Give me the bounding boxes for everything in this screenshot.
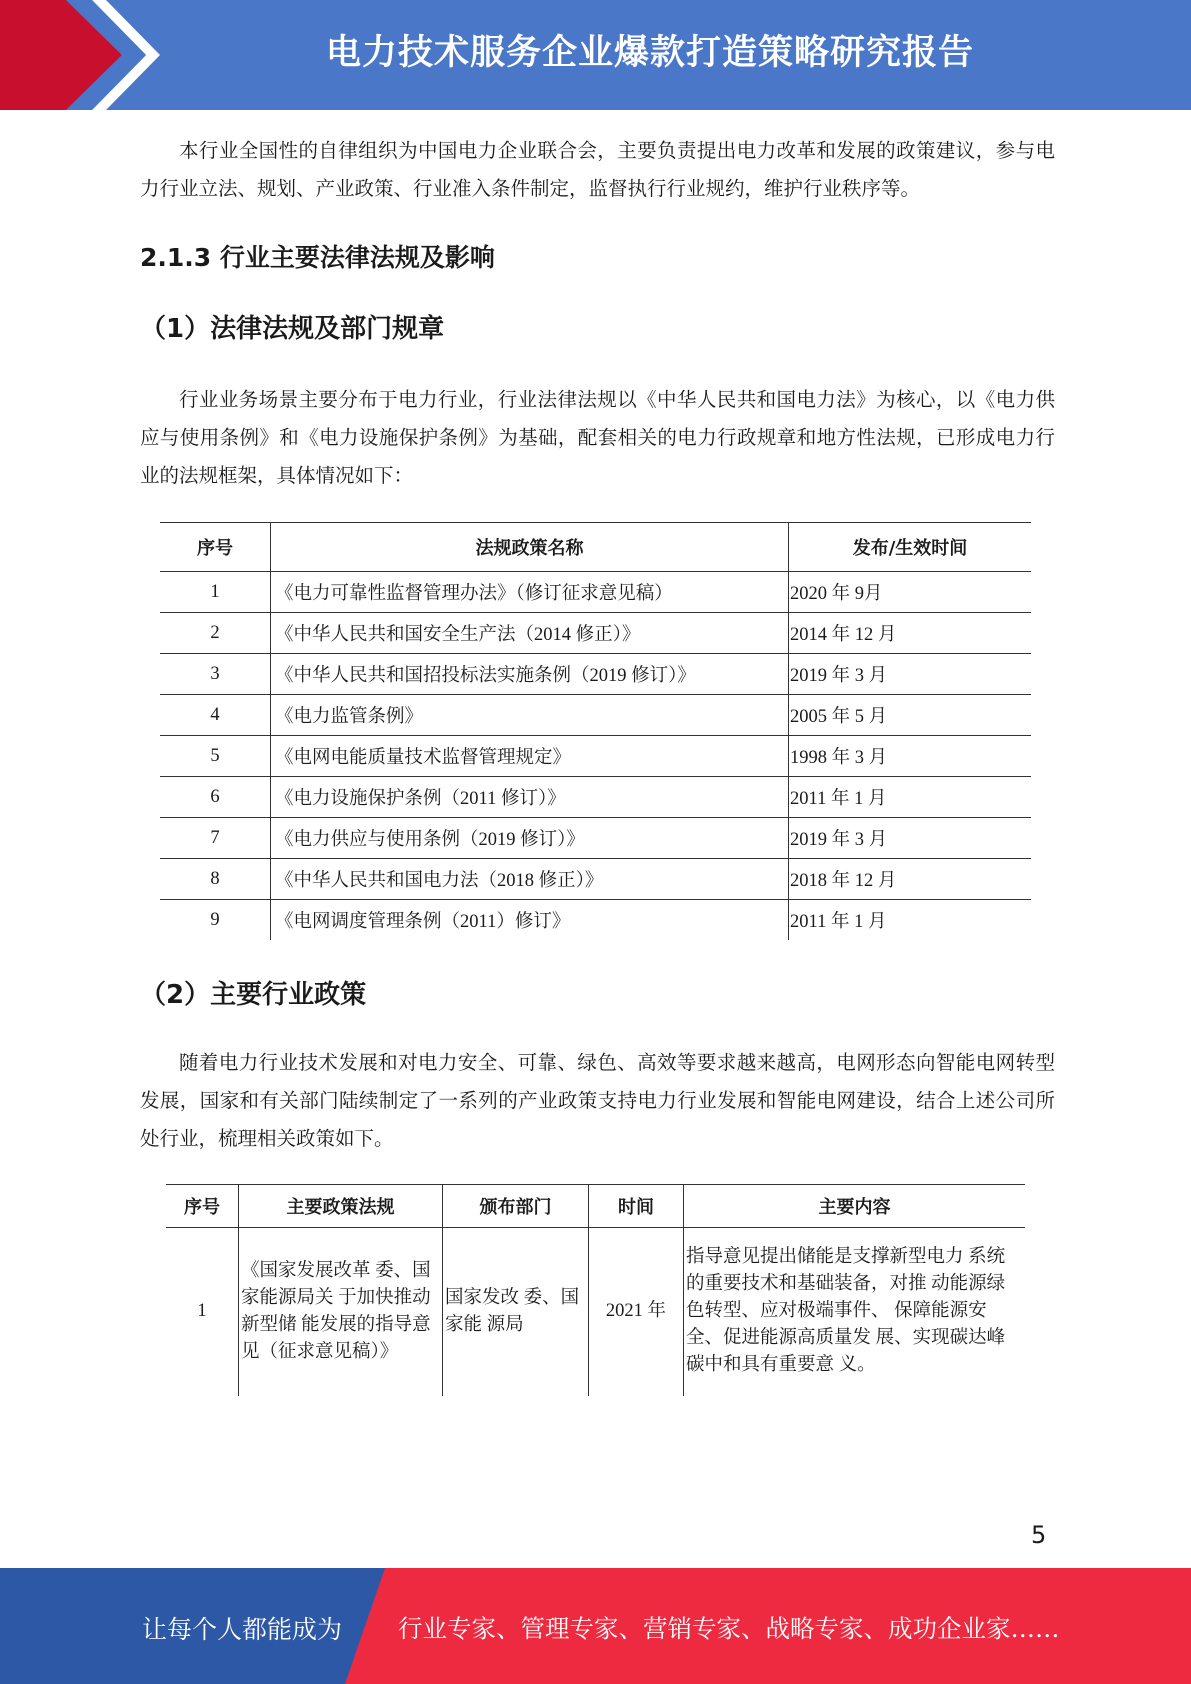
table-row: [160, 695, 1031, 736]
cell-date: 1998 年 3 月: [789, 736, 1032, 777]
table-row: [160, 859, 1031, 900]
cell-name: 《电力设施保护条例（2011 修订）》: [271, 777, 789, 818]
table-row: [166, 1228, 1025, 1396]
cell-time: 2021 年: [589, 1228, 684, 1396]
cell-date: 2018 年 12 月: [789, 859, 1032, 900]
policy-table: [166, 1184, 1025, 1396]
footer-slogan-right: 行业专家、管理专家、营销专家、战略专家、成功企业家……: [398, 1614, 1060, 1643]
cell-content: 指导意见提出储能是支撑新型电力 系统的重要技术和基础装备，对推 动能源绿色转型、应对极端事件、 保障能源安全、促进能源高质量发 展、实现碳达峰碳中和具有重要意 义。: [684, 1228, 1026, 1396]
cell-index: 5: [160, 736, 271, 777]
cell-index: 8: [160, 859, 271, 900]
cell-date: 2020 年 9月: [789, 572, 1032, 613]
cell-index: 1: [197, 1301, 207, 1322]
cell-date: 2019 年 3 月: [789, 818, 1032, 859]
cell-name: 《中华人民共和国电力法（2018 修正）》: [271, 859, 789, 900]
page-header: [0, 0, 1191, 110]
subsection-1-paragraph: 行业业务场景主要分布于电力行业，行业法律法规以《中华人民共和国电力法》为核心，以《电力供应与使用条例》和《电力设施保护条例》为基础，配套相关的电力行政规章和地方性法规，已形成电力行业的法规框架，具体情况如下：: [140, 390, 1055, 487]
col-header-department: 颁布部门: [443, 1185, 589, 1228]
table-row: [160, 900, 1031, 941]
col-header-name: 法规政策名称: [271, 523, 789, 572]
table-row: [160, 572, 1031, 613]
cell-index: 3: [160, 654, 271, 695]
cell-index: 4: [160, 695, 271, 736]
table-row: [160, 818, 1031, 859]
table-row: [160, 736, 1031, 777]
cell-date: 2011 年 1 月: [789, 900, 1032, 941]
cell-name: 《中华人民共和国安全生产法（2014 修正）》: [271, 613, 789, 654]
col-header-index: 序号: [166, 1185, 239, 1228]
col-header-date: 发布/生效时间: [789, 523, 1032, 572]
table-row: [160, 777, 1031, 818]
cell-name: 《电力可靠性监督管理办法》（修订征求意见稿）: [271, 572, 789, 613]
table-header-row: [166, 1185, 1025, 1228]
page-number: 5: [1031, 1521, 1047, 1549]
header-chevron-logo: [0, 0, 160, 110]
header-title: 电力技术服务企业爆款打造策略研究报告: [325, 33, 974, 73]
cell-index: 2: [160, 613, 271, 654]
cell-date: 2005 年 5 月: [789, 695, 1032, 736]
intro-paragraph: 本行业全国性的自律组织为中国电力企业联合会，主要负责提出电力改革和发展的政策建议，参与电力行业立法、规划、产业政策、行业准入条件制定，监督执行行业规约，维护行业秩序等。: [140, 141, 1055, 200]
cell-name: 《电网电能质量技术监督管理规定》: [271, 736, 789, 777]
cell-name: 《中华人民共和国招投标法实施条例（2019 修订）》: [271, 654, 789, 695]
cell-index: 6: [160, 777, 271, 818]
cell-date: 2014 年 12 月: [789, 613, 1032, 654]
cell-index: 1: [160, 572, 271, 613]
cell-date: 2011 年 1 月: [789, 777, 1032, 818]
col-header-time: 时间: [589, 1185, 684, 1228]
cell-department: 国家发改 委、国家能 源局: [443, 1228, 589, 1396]
subsection-2-heading: （2）主要行业政策: [140, 980, 367, 1010]
table-header-row: [160, 523, 1031, 572]
subsection-1-heading: （1）法律法规及部门规章: [140, 314, 445, 344]
cell-date: 2019 年 3 月: [789, 654, 1032, 695]
subsection-2-paragraph: 随着电力行业技术发展和对电力安全、可靠、绿色、高效等要求越来越高，电网形态向智能电网转型发展，国家和有关部门陆续制定了一系列的产业政策支持电力行业发展和智能电网建设，结合上述公司所处行业，梳理相关政策如下。: [140, 1053, 1055, 1150]
cell-index: 9: [210, 909, 220, 930]
cell-index: 7: [160, 818, 271, 859]
table-row: [160, 613, 1031, 654]
col-header-index: 序号: [160, 523, 271, 572]
laws-table: [160, 522, 1031, 940]
col-header-content: 主要内容: [684, 1185, 1026, 1228]
cell-name: 《电网调度管理条例（2011）修订》: [271, 900, 789, 941]
cell-name: 《电力供应与使用条例（2019 修订）》: [271, 818, 789, 859]
cell-name: 《电力监管条例》: [271, 695, 789, 736]
footer-slogan-left: 让每个人都能成为: [142, 1615, 343, 1644]
cell-policy: 《国家发展改革 委、国家能源局关 于加快推动新型储 能发展的指导意见（征求意见稿）》: [239, 1228, 443, 1396]
col-header-policy: 主要政策法规: [239, 1185, 443, 1228]
section-heading: 2.1.3 行业主要法律法规及影响: [140, 243, 495, 272]
table-row: [160, 654, 1031, 695]
